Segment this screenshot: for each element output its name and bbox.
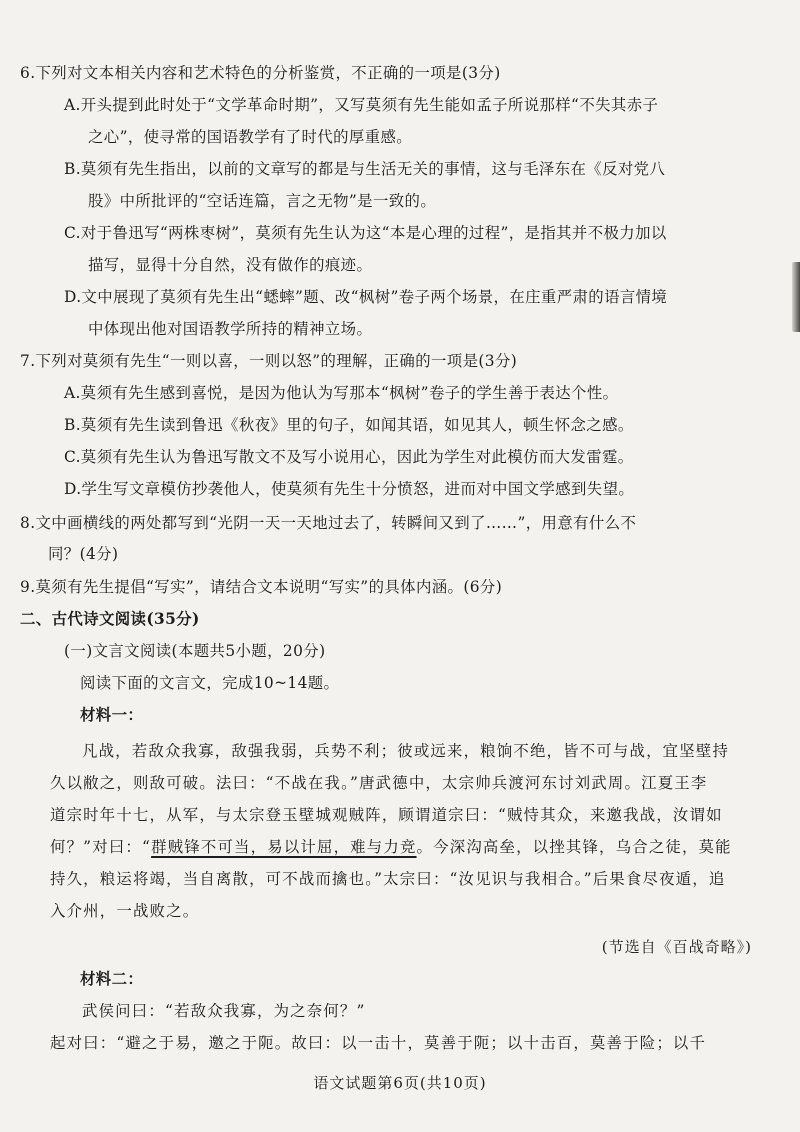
material-one-line: 凡战，若敌众我寡，敌强我弱，兵势不利；彼或远来，粮饷不绝，皆不可与战，宜坚壁持 <box>82 742 730 760</box>
q6-option-c: C.对于鲁迅写“两株枣树”，莫须有先生认为这“本是心理的过程”，是指其并不极力加以 <box>64 224 667 242</box>
underlined-sentence: 群贼锋不可当，易以计屈，难与力竞 <box>151 838 417 856</box>
material-one-line <box>50 836 732 858</box>
material-one-line: 道宗时年十七，从军，与太宗登玉壁城观贼阵，顾谓道宗曰：“贼恃其众，来邀我战，汝谓如 <box>50 806 723 824</box>
material-two-line: 武侯问曰：“若敌众我寡，为之奈何？” <box>82 1002 366 1020</box>
q8-stem-cont: 同？(4分) <box>48 545 119 563</box>
material-one-text: 。今深沟高垒，以挫其锋，乌合之徒，莫能 <box>416 838 732 856</box>
material-one-line: 入介州，一战败之。 <box>50 902 200 920</box>
q6-option-b-cont: 股》中所批评的“空话连篇，言之无物”是一致的。 <box>88 192 437 210</box>
q7-stem: 7.下列对莫须有先生“一则以喜，一则以怒”的理解，正确的一项是(3分) <box>20 352 518 370</box>
scan-edge-shadow <box>792 262 800 332</box>
q6-option-d-cont: 中体现出他对国语教学所持的精神立场。 <box>88 320 373 338</box>
q6-option-a: A.开头提到此时处于“文学革命时期”，又写莫须有先生能如孟子所说那样“不失其赤子 <box>64 96 659 114</box>
q7-option-c: C.莫须有先生认为鲁迅写散文不及写小说用心，因此为学生对此模仿而大发雷霆。 <box>64 448 634 466</box>
q6-option-d: D.文中展现了莫须有先生出“蟋蟀”题、改“枫树”卷子两个场景，在庄重严肃的语言情境 <box>64 288 668 306</box>
q6-option-a-cont: 之心”，使寻常的国语教学有了时代的厚重感。 <box>88 128 413 146</box>
q6-option-b: B.莫须有先生指出，以前的文章写的都是与生活无关的事情，这与毛泽东在《反对党八 <box>64 160 666 178</box>
q7-option-a: A.莫须有先生感到喜悦，是因为他认为写那本“枫树”卷子的学生善于表达个性。 <box>64 384 619 402</box>
q8-stem: 8.文中画横线的两处都写到“光阴一天一天地过去了，转瞬间又到了……”，用意有什么不 <box>20 514 637 532</box>
page-footer: 语文试题第6页(共10页) <box>313 1074 487 1092</box>
q7-option-d: D.学生写文章模仿抄袭他人，使莫须有先生十分愤怒，进而对中国文学感到失望。 <box>64 480 635 498</box>
material-one-source: (节选自《百战奇略》) <box>601 938 752 956</box>
subsection-title: (一)文言文阅读(本题共5小题，20分) <box>64 642 326 660</box>
material-one-label: 材料一： <box>80 706 144 724</box>
q6-stem: 6.下列对文本相关内容和艺术特色的分析鉴赏，不正确的一项是(3分) <box>20 64 501 82</box>
material-one-text: 何？”对曰：“ <box>50 838 152 856</box>
q6-option-c-cont: 描写，显得十分自然，没有做作的痕迹。 <box>88 256 373 274</box>
q7-option-b: B.莫须有先生读到鲁迅《秋夜》里的句子，如闻其语，如见其人，顿生怀念之感。 <box>64 416 634 434</box>
q9-stem: 9.莫须有先生提倡“写实”，请结合文本说明“写实”的具体内涵。(6分) <box>20 578 503 596</box>
material-one-line: 持久，粮运将竭，当自离散，可不战而擒也。”太宗曰：“汝见识与我相合。”后果食尽夜遁，追 <box>50 870 726 888</box>
section-title: 二、古代诗文阅读(35分) <box>20 610 200 628</box>
reading-instruction: 阅读下面的文言文，完成10~14题。 <box>80 674 340 692</box>
material-two-line: 起对曰：“避之于易，邀之于阨。故曰：以一击十，莫善于阨；以十击百，莫善于险；以千 <box>50 1034 707 1052</box>
material-two-label: 材料二： <box>80 970 144 988</box>
material-one-line: 久以敝之，则敌可破。法曰：“不战在我。”唐武德中，太宗帅兵渡河东讨刘武周。江夏王李 <box>50 774 708 792</box>
